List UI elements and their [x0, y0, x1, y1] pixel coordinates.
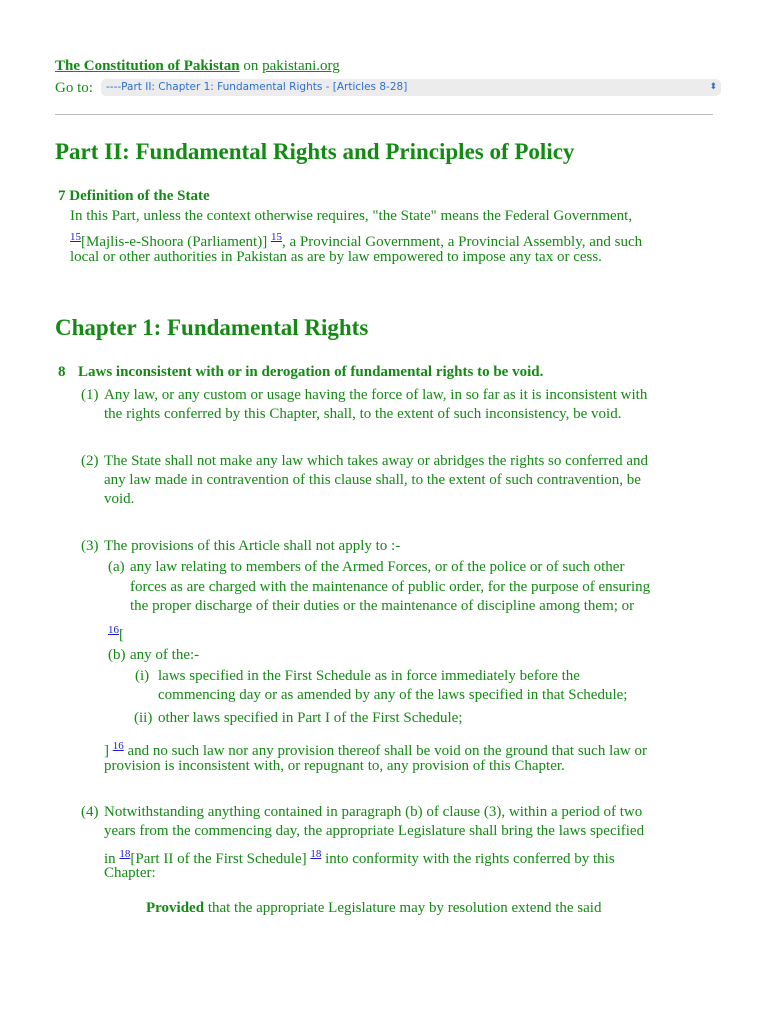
- on-text: on: [239, 58, 263, 74]
- article-7-line-3: local or other authorities in Pakistan as are by law empowered to impose any tax or cess.: [70, 249, 602, 265]
- clause-1-number: (1): [81, 387, 99, 403]
- proviso-text: that the appropriate Legislature may by resolution extend the said: [204, 900, 602, 916]
- article-7-line-1: In this Part, unless the context otherwise requires, "the State" means the Federal Government,: [70, 208, 633, 224]
- sub-a-line-2: forces as are charged with the maintenance of public order, for the purpose of ensuring: [130, 579, 651, 595]
- bracket-open-line: [108, 621, 124, 646]
- footnote-16-link[interactable]: 16: [108, 624, 119, 636]
- clause-2-line-2: any law made in contravention of this clause shall, to the extent of such contravention, be: [104, 472, 641, 488]
- clause-2-number: (2): [81, 453, 99, 469]
- goto-select[interactable]: [101, 79, 721, 96]
- sub-b-line-1: any of the:-: [130, 647, 200, 663]
- sub-ii-number: (ii): [134, 710, 153, 726]
- clause-3-line-1: The provisions of this Article shall not apply to :-: [104, 538, 401, 554]
- sub-ii-line-1: other laws specified in Part I of the First Schedule;: [158, 710, 463, 726]
- sub-i-number: (i): [135, 668, 150, 684]
- clause-2-line-3: void.: [104, 491, 135, 507]
- clause-2-line-1: The State shall not make any law which takes away or abridges the rights so conferred and: [104, 453, 648, 469]
- bracket-open: [: [119, 627, 124, 643]
- select-chevron-icon: ⬍: [709, 82, 717, 92]
- clause-4-text: [Part II of the First Schedule]: [130, 851, 311, 867]
- sub-a-number: (a): [108, 559, 125, 575]
- proviso-line: [146, 899, 601, 919]
- closing-text: and no such law nor any provision thereof shall be void on the ground that such law or: [123, 743, 647, 759]
- clause-4-line-3: [104, 845, 615, 870]
- site-link[interactable]: pakistani.org: [262, 58, 340, 74]
- divider: [55, 114, 713, 115]
- footnote-18-link[interactable]: 18: [310, 848, 322, 860]
- footnote-15-link[interactable]: 15: [70, 231, 81, 243]
- clause-3-number: (3): [81, 538, 99, 554]
- sub-a-line-3: the proper discharge of their duties or the maintenance of discipline among them; or: [130, 598, 635, 614]
- chapter-title: Chapter 1: Fundamental Rights: [55, 315, 369, 340]
- site-title-link[interactable]: The Constitution of Pakistan: [55, 58, 240, 74]
- footnote-15-link[interactable]: 15: [270, 231, 282, 243]
- goto-label: Go to:: [55, 80, 93, 96]
- clause-4-line-1: Notwithstanding anything contained in paragraph (b) of clause (3), within a period of two: [104, 804, 643, 820]
- article-8-heading: Laws inconsistent with or in derogation of fundamental rights to be void.: [78, 364, 544, 380]
- proviso-bold: Provided: [146, 900, 205, 916]
- footnote-18-link[interactable]: 18: [119, 848, 131, 860]
- header-title-line: [55, 57, 340, 75]
- article-7-text: [Majlis-e-Shoora (Parliament)]: [81, 234, 271, 250]
- clause-4-text: into conformity with the rights conferred by this: [321, 851, 615, 867]
- part-title: Part II: Fundamental Rights and Principles of Policy: [55, 139, 575, 164]
- goto-select-value: ----Part II: Chapter 1: Fundamental Rights - [Articles 8-28]: [106, 81, 408, 93]
- article-7-heading: 7 Definition of the State: [58, 188, 210, 204]
- sub-i-line-2: commencing day or as amended by any of the laws specified in that Schedule;: [158, 687, 628, 703]
- clause-1-line-1: Any law, or any custom or usage having the force of law, in so far as it is inconsistent with: [104, 387, 648, 403]
- sub-i-line-1: laws specified in the First Schedule as in force immediately before the: [158, 668, 580, 684]
- sub-b-number: (b): [108, 647, 126, 663]
- article-8-number: 8: [58, 364, 66, 380]
- clause-4-text: in: [104, 851, 120, 867]
- footnote-16-link[interactable]: 16: [112, 740, 124, 752]
- clause-4-line-4: Chapter:: [104, 865, 156, 881]
- clause-3-closing-line-2: provision is inconsistent with, or repugnant to, any provision of this Chapter.: [104, 758, 565, 774]
- sub-a-line-1: any law relating to members of the Armed Forces, or of the police or of such other: [130, 559, 625, 575]
- bracket-close: ]: [104, 743, 113, 759]
- clause-4-number: (4): [81, 804, 99, 820]
- article-7-text: , a Provincial Government, a Provincial Assembly, and such: [281, 234, 643, 250]
- clause-1-line-2: the rights conferred by this Chapter, shall, to the extent of such inconsistency, be void.: [104, 406, 622, 422]
- clause-4-line-2: years from the commencing day, the appropriate Legislature shall bring the laws specified: [104, 823, 645, 839]
